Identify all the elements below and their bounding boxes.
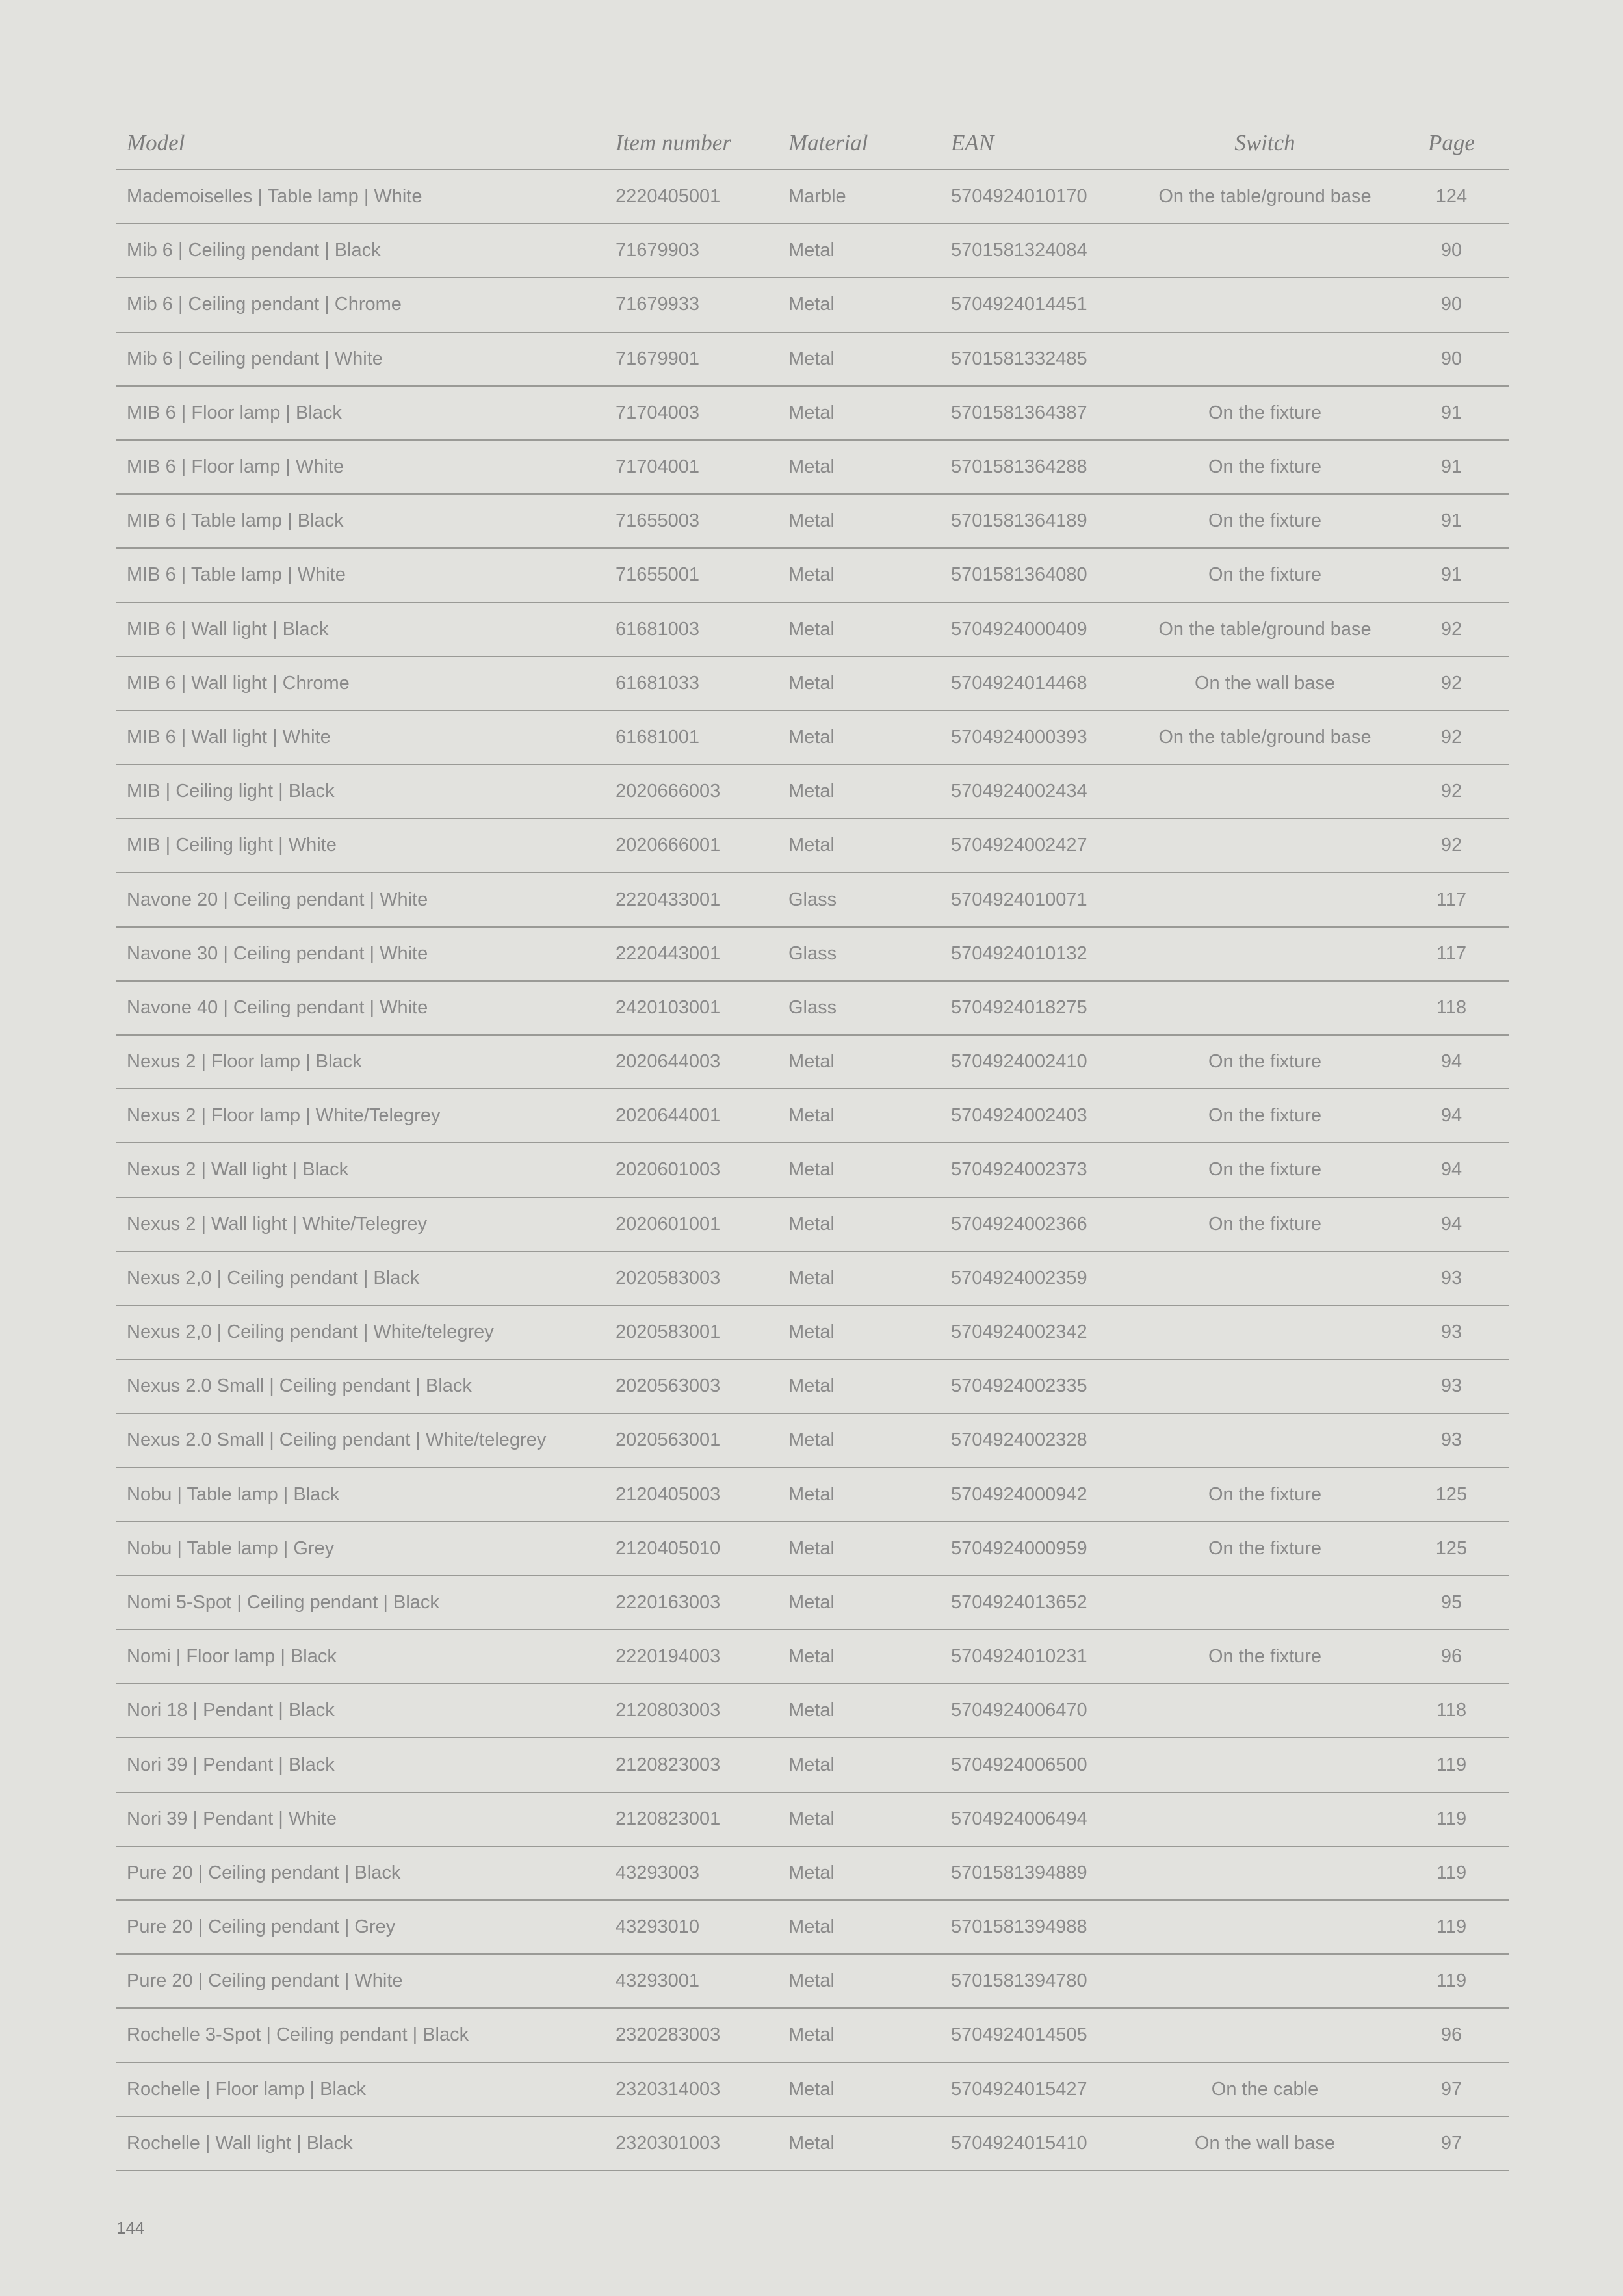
cell-item-number: 2020666003 (605, 764, 778, 818)
cell-page: 93 (1394, 1413, 1509, 1467)
cell-page: 91 (1394, 386, 1509, 440)
cell-page: 93 (1394, 1305, 1509, 1359)
cell-item-number: 2320314003 (605, 2063, 778, 2117)
cell-switch (1136, 1738, 1394, 1792)
table-row (116, 2008, 1509, 2062)
cell-ean: 5704924000409 (941, 603, 1136, 657)
table-row (116, 1413, 1509, 1467)
cell-item-number: 2220163003 (605, 1576, 778, 1630)
page-number: 144 (116, 2218, 145, 2237)
cell-material: Metal (778, 1305, 941, 1359)
cell-model: Mib 6 | Ceiling pendant | Chrome (116, 278, 605, 332)
table-row (116, 440, 1509, 494)
table-row (116, 1684, 1509, 1738)
cell-material: Metal (778, 1251, 941, 1305)
cell-material: Metal (778, 1089, 941, 1143)
cell-item-number: 2120405010 (605, 1522, 778, 1576)
table-row (116, 711, 1509, 764)
cell-material: Metal (778, 1359, 941, 1413)
cell-switch: On the fixture (1136, 548, 1394, 602)
table-row (116, 1468, 1509, 1522)
cell-item-number: 2320301003 (605, 2117, 778, 2171)
cell-ean: 5704924002403 (941, 1089, 1136, 1143)
table-row (116, 818, 1509, 872)
table-row (116, 386, 1509, 440)
header-ean: EAN (941, 117, 1136, 170)
cell-model: MIB 6 | Table lamp | White (116, 548, 605, 602)
cell-switch: On the fixture (1136, 1197, 1394, 1251)
cell-model: MIB 6 | Table lamp | Black (116, 494, 605, 548)
cell-item-number: 43293001 (605, 1954, 778, 2008)
cell-page: 119 (1394, 1846, 1509, 1900)
cell-material: Metal (778, 657, 941, 711)
cell-switch (1136, 1413, 1394, 1467)
cell-item-number: 2220194003 (605, 1630, 778, 1684)
cell-switch: On the fixture (1136, 1630, 1394, 1684)
cell-ean: 5701581364387 (941, 386, 1136, 440)
cell-item-number: 43293003 (605, 1846, 778, 1900)
cell-ean: 5704924000393 (941, 711, 1136, 764)
cell-material: Metal (778, 1035, 941, 1089)
cell-page: 124 (1394, 170, 1509, 224)
cell-material: Metal (778, 332, 941, 386)
table-row (116, 224, 1509, 278)
cell-material: Metal (778, 278, 941, 332)
table-row (116, 1305, 1509, 1359)
cell-material: Metal (778, 764, 941, 818)
cell-ean: 5704924015410 (941, 2117, 1136, 2171)
header-model: Model (116, 117, 605, 170)
cell-switch (1136, 1684, 1394, 1738)
cell-ean: 5701581394988 (941, 1900, 1136, 1954)
cell-page: 90 (1394, 278, 1509, 332)
cell-material: Metal (778, 603, 941, 657)
cell-page: 117 (1394, 872, 1509, 926)
cell-material: Metal (778, 1197, 941, 1251)
cell-ean: 5704924014468 (941, 657, 1136, 711)
cell-model: Nexus 2.0 Small | Ceiling pendant | White/telegrey (116, 1413, 605, 1467)
cell-material: Metal (778, 224, 941, 278)
cell-switch (1136, 1251, 1394, 1305)
cell-item-number: 71679933 (605, 278, 778, 332)
cell-model: Mib 6 | Ceiling pendant | Black (116, 224, 605, 278)
cell-switch: On the table/ground base (1136, 170, 1394, 224)
cell-switch: On the fixture (1136, 1468, 1394, 1522)
cell-item-number: 71655001 (605, 548, 778, 602)
cell-switch (1136, 224, 1394, 278)
cell-switch (1136, 278, 1394, 332)
cell-material: Metal (778, 2008, 941, 2062)
cell-ean: 5704924002427 (941, 818, 1136, 872)
cell-switch (1136, 1576, 1394, 1630)
cell-ean: 5701581324084 (941, 224, 1136, 278)
table-row (116, 332, 1509, 386)
cell-material: Metal (778, 1954, 941, 2008)
cell-item-number: 2120803003 (605, 1684, 778, 1738)
cell-item-number: 71655003 (605, 494, 778, 548)
cell-page: 119 (1394, 1954, 1509, 2008)
cell-switch (1136, 1792, 1394, 1846)
cell-model: Nexus 2,0 | Ceiling pendant | Black (116, 1251, 605, 1305)
cell-switch: On the fixture (1136, 1522, 1394, 1576)
header-material: Material (778, 117, 941, 170)
cell-material: Metal (778, 1468, 941, 1522)
cell-switch: On the wall base (1136, 657, 1394, 711)
table-row (116, 657, 1509, 711)
cell-model: Pure 20 | Ceiling pendant | White (116, 1954, 605, 2008)
cell-item-number: 71704001 (605, 440, 778, 494)
cell-item-number: 71679901 (605, 332, 778, 386)
cell-material: Metal (778, 1413, 941, 1467)
table-row (116, 927, 1509, 981)
cell-switch: On the fixture (1136, 1143, 1394, 1197)
cell-model: MIB 6 | Wall light | Black (116, 603, 605, 657)
cell-switch (1136, 1305, 1394, 1359)
cell-model: Navone 40 | Ceiling pendant | White (116, 981, 605, 1035)
cell-model: Rochelle 3-Spot | Ceiling pendant | Black (116, 2008, 605, 2062)
table-row (116, 1900, 1509, 1954)
cell-model: Nomi 5-Spot | Ceiling pendant | Black (116, 1576, 605, 1630)
cell-model: Pure 20 | Ceiling pendant | Black (116, 1846, 605, 1900)
cell-item-number: 2020666001 (605, 818, 778, 872)
cell-switch (1136, 818, 1394, 872)
cell-item-number: 2020601001 (605, 1197, 778, 1251)
cell-page: 92 (1394, 764, 1509, 818)
cell-item-number: 2020601003 (605, 1143, 778, 1197)
cell-page: 94 (1394, 1197, 1509, 1251)
cell-material: Metal (778, 1684, 941, 1738)
cell-page: 94 (1394, 1035, 1509, 1089)
cell-material: Metal (778, 440, 941, 494)
cell-model: Nexus 2 | Floor lamp | Black (116, 1035, 605, 1089)
table-row (116, 1251, 1509, 1305)
table-body (116, 170, 1509, 2171)
table-row (116, 764, 1509, 818)
cell-switch (1136, 332, 1394, 386)
cell-model: Navone 30 | Ceiling pendant | White (116, 927, 605, 981)
cell-switch: On the cable (1136, 2063, 1394, 2117)
cell-ean: 5704924002373 (941, 1143, 1136, 1197)
cell-switch (1136, 927, 1394, 981)
cell-switch: On the fixture (1136, 386, 1394, 440)
cell-material: Glass (778, 872, 941, 926)
cell-page: 90 (1394, 224, 1509, 278)
cell-material: Metal (778, 1792, 941, 1846)
cell-ean: 5704924014451 (941, 278, 1136, 332)
cell-page: 97 (1394, 2117, 1509, 2171)
cell-switch: On the wall base (1136, 2117, 1394, 2171)
cell-ean: 5704924006494 (941, 1792, 1136, 1846)
cell-ean: 5704924002335 (941, 1359, 1136, 1413)
table-row (116, 603, 1509, 657)
cell-page: 119 (1394, 1900, 1509, 1954)
cell-model: MIB | Ceiling light | Black (116, 764, 605, 818)
cell-page: 96 (1394, 2008, 1509, 2062)
table-row (116, 1738, 1509, 1792)
cell-item-number: 2220443001 (605, 927, 778, 981)
cell-item-number: 2020563001 (605, 1413, 778, 1467)
cell-page: 94 (1394, 1143, 1509, 1197)
cell-ean: 5704924002410 (941, 1035, 1136, 1089)
cell-item-number: 2420103001 (605, 981, 778, 1035)
cell-item-number: 71704003 (605, 386, 778, 440)
cell-item-number: 2220433001 (605, 872, 778, 926)
cell-ean: 5701581332485 (941, 332, 1136, 386)
table-row (116, 1630, 1509, 1684)
table-row (116, 2117, 1509, 2171)
cell-page: 97 (1394, 2063, 1509, 2117)
cell-switch (1136, 1846, 1394, 1900)
cell-model: Nexus 2 | Wall light | Black (116, 1143, 605, 1197)
cell-switch (1136, 2008, 1394, 2062)
table-row (116, 981, 1509, 1035)
cell-switch (1136, 764, 1394, 818)
cell-page: 125 (1394, 1468, 1509, 1522)
cell-material: Metal (778, 1846, 941, 1900)
cell-ean: 5701581394780 (941, 1954, 1136, 2008)
cell-switch: On the fixture (1136, 1035, 1394, 1089)
cell-ean: 5701581364288 (941, 440, 1136, 494)
cell-model: MIB | Ceiling light | White (116, 818, 605, 872)
cell-material: Metal (778, 1576, 941, 1630)
cell-material: Glass (778, 927, 941, 981)
cell-ean: 5704924000959 (941, 1522, 1136, 1576)
cell-item-number: 71679903 (605, 224, 778, 278)
cell-material: Marble (778, 170, 941, 224)
cell-material: Metal (778, 2117, 941, 2171)
header-row (116, 117, 1509, 170)
cell-ean: 5704924010071 (941, 872, 1136, 926)
cell-page: 93 (1394, 1251, 1509, 1305)
cell-switch (1136, 872, 1394, 926)
cell-item-number: 43293010 (605, 1900, 778, 1954)
cell-item-number: 2020583003 (605, 1251, 778, 1305)
table-row (116, 1792, 1509, 1846)
cell-material: Metal (778, 1630, 941, 1684)
cell-material: Metal (778, 386, 941, 440)
cell-switch: On the fixture (1136, 494, 1394, 548)
cell-model: MIB 6 | Floor lamp | White (116, 440, 605, 494)
table-row (116, 1197, 1509, 1251)
cell-page: 92 (1394, 711, 1509, 764)
table-row (116, 494, 1509, 548)
cell-ean: 5704924010231 (941, 1630, 1136, 1684)
cell-material: Metal (778, 818, 941, 872)
cell-item-number: 2020563003 (605, 1359, 778, 1413)
cell-page: 119 (1394, 1792, 1509, 1846)
cell-ean: 5704924002366 (941, 1197, 1136, 1251)
cell-material: Metal (778, 1522, 941, 1576)
cell-switch (1136, 1954, 1394, 2008)
cell-model: Mib 6 | Ceiling pendant | White (116, 332, 605, 386)
header-switch: Switch (1136, 117, 1394, 170)
cell-switch (1136, 1900, 1394, 1954)
cell-item-number: 2020644001 (605, 1089, 778, 1143)
table-row (116, 1143, 1509, 1197)
cell-page: 95 (1394, 1576, 1509, 1630)
cell-item-number: 61681003 (605, 603, 778, 657)
cell-ean: 5704924010132 (941, 927, 1136, 981)
cell-ean: 5701581394889 (941, 1846, 1136, 1900)
cell-page: 93 (1394, 1359, 1509, 1413)
cell-item-number: 61681001 (605, 711, 778, 764)
cell-model: Pure 20 | Ceiling pendant | Grey (116, 1900, 605, 1954)
table-row (116, 278, 1509, 332)
cell-switch (1136, 1359, 1394, 1413)
cell-page: 92 (1394, 603, 1509, 657)
table-row (116, 1035, 1509, 1089)
cell-page: 119 (1394, 1738, 1509, 1792)
cell-page: 117 (1394, 927, 1509, 981)
cell-ean: 5704924014505 (941, 2008, 1136, 2062)
cell-model: Nexus 2.0 Small | Ceiling pendant | Black (116, 1359, 605, 1413)
cell-model: Nomi | Floor lamp | Black (116, 1630, 605, 1684)
cell-switch: On the fixture (1136, 440, 1394, 494)
cell-ean: 5704924006470 (941, 1684, 1136, 1738)
cell-ean: 5704924002359 (941, 1251, 1136, 1305)
cell-item-number: 61681033 (605, 657, 778, 711)
cell-page: 90 (1394, 332, 1509, 386)
cell-item-number: 2020583001 (605, 1305, 778, 1359)
cell-item-number: 2020644003 (605, 1035, 778, 1089)
cell-model: Nexus 2,0 | Ceiling pendant | White/telegrey (116, 1305, 605, 1359)
cell-page: 118 (1394, 981, 1509, 1035)
cell-switch (1136, 981, 1394, 1035)
cell-material: Metal (778, 494, 941, 548)
cell-model: Nobu | Table lamp | Black (116, 1468, 605, 1522)
table-row (116, 2063, 1509, 2117)
cell-ean: 5704924000942 (941, 1468, 1136, 1522)
table-row (116, 1089, 1509, 1143)
header-item-number: Item number (605, 117, 778, 170)
cell-ean: 5704924015427 (941, 2063, 1136, 2117)
cell-model: Mademoiselles | Table lamp | White (116, 170, 605, 224)
cell-material: Metal (778, 548, 941, 602)
cell-model: MIB 6 | Floor lamp | Black (116, 386, 605, 440)
cell-ean: 5704924002342 (941, 1305, 1136, 1359)
cell-model: Rochelle | Wall light | Black (116, 2117, 605, 2171)
cell-page: 92 (1394, 657, 1509, 711)
table-row (116, 1846, 1509, 1900)
cell-page: 94 (1394, 1089, 1509, 1143)
cell-page: 125 (1394, 1522, 1509, 1576)
cell-material: Metal (778, 1143, 941, 1197)
cell-model: Rochelle | Floor lamp | Black (116, 2063, 605, 2117)
cell-ean: 5701581364080 (941, 548, 1136, 602)
cell-item-number: 2120823001 (605, 1792, 778, 1846)
cell-model: Navone 20 | Ceiling pendant | White (116, 872, 605, 926)
cell-material: Glass (778, 981, 941, 1035)
cell-page: 91 (1394, 440, 1509, 494)
cell-ean: 5701581364189 (941, 494, 1136, 548)
cell-material: Metal (778, 1900, 941, 1954)
cell-model: Nexus 2 | Floor lamp | White/Telegrey (116, 1089, 605, 1143)
cell-model: Nori 39 | Pendant | Black (116, 1738, 605, 1792)
cell-item-number: 2120405003 (605, 1468, 778, 1522)
cell-ean: 5704924002434 (941, 764, 1136, 818)
cell-ean: 5704924002328 (941, 1413, 1136, 1467)
cell-item-number: 2320283003 (605, 2008, 778, 2062)
cell-material: Metal (778, 2063, 941, 2117)
cell-page: 91 (1394, 548, 1509, 602)
cell-switch: On the table/ground base (1136, 711, 1394, 764)
table-row (116, 1576, 1509, 1630)
table-row (116, 1522, 1509, 1576)
cell-page: 118 (1394, 1684, 1509, 1738)
cell-page: 92 (1394, 818, 1509, 872)
cell-material: Metal (778, 1738, 941, 1792)
cell-ean: 5704924018275 (941, 981, 1136, 1035)
cell-ean: 5704924006500 (941, 1738, 1136, 1792)
cell-switch: On the fixture (1136, 1089, 1394, 1143)
cell-item-number: 2120823003 (605, 1738, 778, 1792)
cell-model: MIB 6 | Wall light | White (116, 711, 605, 764)
cell-model: MIB 6 | Wall light | Chrome (116, 657, 605, 711)
table-row (116, 1359, 1509, 1413)
cell-page: 96 (1394, 1630, 1509, 1684)
cell-model: Nori 18 | Pendant | Black (116, 1684, 605, 1738)
cell-model: Nori 39 | Pendant | White (116, 1792, 605, 1846)
cell-model: Nobu | Table lamp | Grey (116, 1522, 605, 1576)
table-row (116, 548, 1509, 602)
cell-ean: 5704924013652 (941, 1576, 1136, 1630)
cell-switch: On the table/ground base (1136, 603, 1394, 657)
table-header (116, 117, 1509, 170)
cell-material: Metal (778, 711, 941, 764)
cell-page: 91 (1394, 494, 1509, 548)
table-row (116, 170, 1509, 224)
table-row (116, 1954, 1509, 2008)
cell-ean: 5704924010170 (941, 170, 1136, 224)
table-row (116, 872, 1509, 926)
cell-item-number: 2220405001 (605, 170, 778, 224)
header-page: Page (1394, 117, 1509, 170)
cell-model: Nexus 2 | Wall light | White/Telegrey (116, 1197, 605, 1251)
product-table (116, 117, 1509, 2171)
